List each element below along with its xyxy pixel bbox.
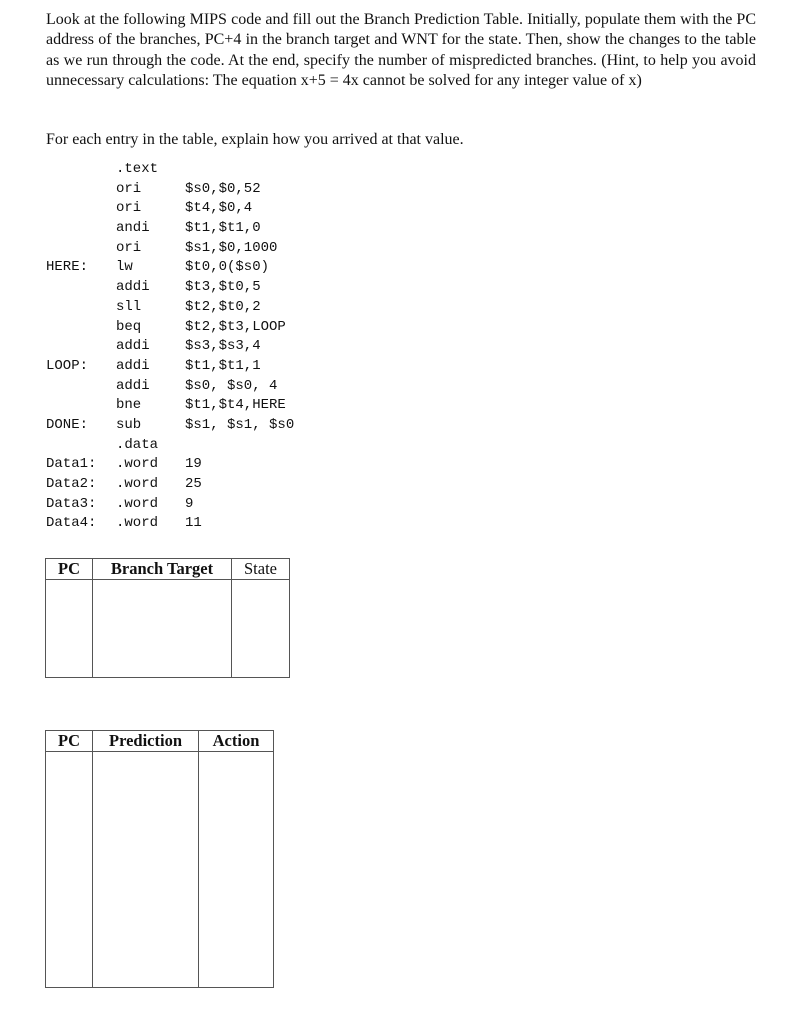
code-opcode: sub xyxy=(116,416,142,433)
code-operands: 25 xyxy=(185,476,202,492)
code-opcode: addi xyxy=(116,338,150,355)
cell-prediction xyxy=(93,752,199,988)
cell-branch-target xyxy=(93,580,232,678)
code-opcode: addi xyxy=(116,279,150,296)
code-operands: $s0,$0,52 xyxy=(185,180,261,197)
code-operands: 9 xyxy=(185,495,194,512)
header-state: State xyxy=(232,559,290,580)
header-pc: PC xyxy=(46,731,93,752)
code-operands: $t3,$t0,5 xyxy=(185,279,261,296)
code-operands: $t1,$t4,HERE xyxy=(185,397,286,414)
code-opcode: addi xyxy=(116,377,150,394)
code-opcode: sll xyxy=(116,298,142,315)
code-opcode: andi xyxy=(116,220,150,237)
header-pc: PC xyxy=(46,559,93,580)
code-operands: $s1, $s1, $s0 xyxy=(185,416,295,433)
cell-pc xyxy=(46,580,93,678)
code-opcode: .word xyxy=(116,515,159,532)
code-operands: $s1,$0,1000 xyxy=(185,239,278,256)
cell-pc xyxy=(46,752,93,988)
code-operands: $t4,$0,4 xyxy=(185,200,253,217)
code-operands: $t2,$t3,LOOP xyxy=(185,318,286,335)
code-opcode: .word xyxy=(116,476,159,492)
code-operands: $t2,$t0,2 xyxy=(185,298,261,315)
code-operands: $s0, $s0, 4 xyxy=(185,377,278,394)
cell-action xyxy=(199,752,274,988)
code-operands: 11 xyxy=(185,515,202,532)
code-opcode: lw xyxy=(116,259,133,276)
code-label: Data1: xyxy=(46,456,97,473)
code-opcode: addi xyxy=(116,357,150,374)
code-operands: $t0,0($s0) xyxy=(185,259,270,276)
question-text: Look at the following MIPS code and fill out the Branch Prediction Table. Initially, populate them with the PC address of the branches, PC+4 in the branch target and WNT for the state. Then, show the changes to the table as we run through the code. At the end, specify the number of mispredicted branches. (Hint, to help you avoid unnecessary calculations: The equation x+5 = 4x cannot be solved for any integer value of x) xyxy=(46,11,756,90)
code-label: LOOP: xyxy=(46,357,89,374)
code-label: HERE: xyxy=(46,259,89,276)
code-opcode: bne xyxy=(116,397,142,414)
instruction-text: For each entry in the table, explain how you arrived at that value. xyxy=(46,131,464,148)
code-opcode: .word xyxy=(116,456,159,473)
code-label: Data3: xyxy=(46,495,97,512)
code-opcode: ori xyxy=(116,200,142,217)
code-label: DONE: xyxy=(46,416,89,433)
code-opcode: beq xyxy=(116,318,142,335)
header-prediction: Prediction xyxy=(93,731,199,752)
code-operands: 19 xyxy=(185,456,202,473)
code-operands: $s3,$s3,4 xyxy=(185,338,261,355)
cell-state xyxy=(232,580,290,678)
code-opcode: .word xyxy=(116,495,159,512)
code-label: Data2: xyxy=(46,476,97,492)
header-action: Action xyxy=(199,731,274,752)
code-opcode: ori xyxy=(116,180,142,197)
code-opcode: .data xyxy=(116,436,159,453)
code-operands: $t1,$t1,1 xyxy=(185,357,261,374)
branch-prediction-table xyxy=(45,558,290,678)
code-operands: $t1,$t1,0 xyxy=(185,220,261,237)
header-branch-target: Branch Target xyxy=(93,559,232,580)
prediction-action-table xyxy=(45,730,274,988)
code-opcode: ori xyxy=(116,239,142,256)
code-opcode: .text xyxy=(116,161,159,177)
code-label: Data4: xyxy=(46,515,97,532)
